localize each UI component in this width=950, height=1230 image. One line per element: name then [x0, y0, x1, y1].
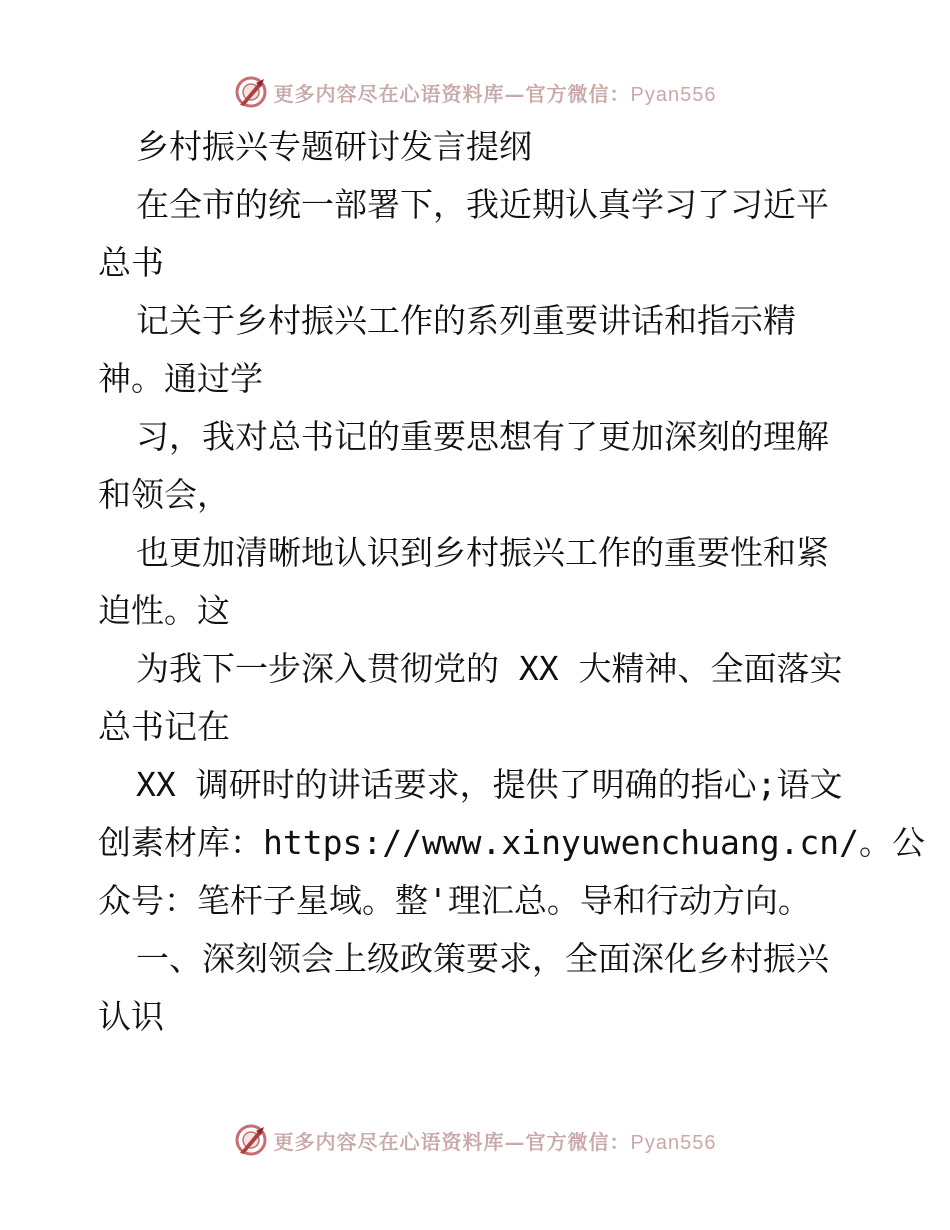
text-line: 习，我对总书记的重要思想有了更加深刻的理解: [136, 417, 829, 456]
text-line: 认识: [98, 997, 164, 1036]
quill-logo-icon: [234, 1123, 268, 1157]
watermark-header: [0, 72, 950, 112]
text-line: 迫性。这: [98, 591, 230, 630]
document-body: [98, 118, 926, 1046]
text-line: 总书记在: [98, 707, 230, 746]
text-line: 神。通过学: [98, 359, 263, 398]
text-line: 为我下一步深入贯彻党的 XX 大精神、全面落实: [136, 649, 843, 688]
text-line: 创素材库：https://www.xinyuwenchuang.cn/。公: [98, 823, 926, 862]
text-line: 众号：笔杆子星域。整'理汇总。导和行动方向。: [98, 881, 811, 920]
text-line: 一、深刻领会上级政策要求，全面深化乡村振兴: [136, 939, 829, 978]
watermark-footer: [0, 1120, 950, 1160]
text-line: 在全市的统一部署下，我近期认真学习了习近平: [136, 185, 829, 224]
watermark-text: [274, 1126, 717, 1155]
text-line: 也更加清晰地认识到乡村振兴工作的重要性和紧: [136, 533, 829, 572]
watermark-wechat-id: Pyan556: [630, 1131, 717, 1154]
watermark-wechat-id: Pyan556: [630, 83, 717, 106]
text-line: XX 调研时的讲话要求，提供了明确的指心;语文: [136, 765, 843, 804]
text-line: 乡村振兴专题研讨发言提纲: [136, 127, 532, 166]
quill-logo-icon: [234, 75, 268, 109]
watermark-label: 更多内容尽在心语资料库—官方微信：: [273, 1129, 631, 1154]
text-line: 记关于乡村振兴工作的系列重要讲话和指示精: [136, 301, 796, 340]
watermark-text: [274, 78, 717, 107]
text-line: 和领会，: [98, 475, 230, 514]
text-line: 总书: [98, 243, 164, 282]
watermark-label: 更多内容尽在心语资料库—官方微信：: [273, 81, 631, 106]
